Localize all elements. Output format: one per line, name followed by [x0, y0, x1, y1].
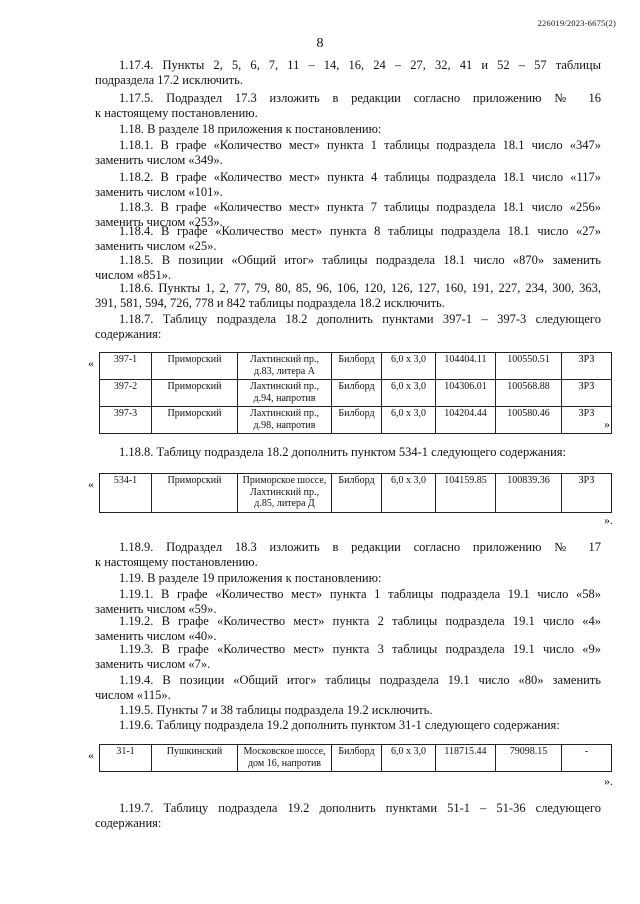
paragraph-1-18-7-line2: содержания: [95, 327, 162, 341]
paragraph-1-17-5-line1: 1.17.5. Подраздел 17.3 изложить в редакции согласно приложению № 16 [119, 91, 601, 105]
paragraph-1-18-9-line1: 1.18.9. Подраздел 18.3 изложить в редакции согласно приложению № 17 [119, 540, 601, 554]
cell-zone: - [562, 745, 612, 772]
cell-size: 6,0 x 3,0 [382, 407, 436, 434]
cell-type: Билборд [332, 353, 382, 380]
paragraph-1-19-7-line1: 1.19.7. Таблицу подраздела 19.2 дополнить пунктами 51-1 – 51-36 следующего [119, 801, 601, 815]
paragraph-1-19-1-line2: заменить числом «59». [95, 602, 217, 616]
open-quote: « [88, 748, 94, 762]
cell-coord-x: 118715.44 [436, 745, 496, 772]
cell-coord-y: 100839.36 [496, 474, 562, 513]
cell-coord-y: 79098.15 [496, 745, 562, 772]
cell-coord-y: 100580.46 [496, 407, 562, 434]
paragraph-1-19-3-line1: 1.19.3. В графе «Количество мест» пункта 3 таблицы подраздела 19.1 число «9» [119, 642, 601, 656]
paragraph-1-17-4-line2: подраздела 17.2 исключить. [95, 73, 243, 87]
cell-district: Приморский [152, 407, 238, 434]
paragraph-1-18-6-line2: 391, 581, 594, 726, 778 и 842 таблицы подраздела 18.2 исключить. [95, 296, 445, 310]
table-19-2-addition-31-1 [99, 744, 612, 772]
cell-zone: ЗРЗ [562, 380, 612, 407]
cell-zone: ЗРЗ [562, 407, 612, 434]
paragraph-1-18-5-line2: числом «851». [95, 268, 172, 282]
table-18-2-addition-534-1 [99, 473, 612, 513]
cell-size: 6,0 x 3,0 [382, 380, 436, 407]
paragraph-1-19-5: 1.19.5. Пункты 7 и 38 таблицы подраздела 19.2 исключить. [119, 703, 433, 717]
paragraph-1-18-2-line2: заменить числом «101». [95, 185, 223, 199]
paragraph-1-18-3-line2: заменить числом «253». [95, 215, 223, 229]
paragraph-1-18-3-line1: 1.18.3. В графе «Количество мест» пункта 7 таблицы подраздела 18.1 число «256» [119, 200, 601, 214]
cell-coord-x: 104204.44 [436, 407, 496, 434]
cell-address: Лахтинский пр., д.83, литера А [238, 353, 332, 380]
cell-coord-x: 104306.01 [436, 380, 496, 407]
paragraph-1-18-4-line1: 1.18.4. В графе «Количество мест» пункта 8 таблицы подраздела 18.1 число «27» [119, 224, 601, 238]
cell-address: Лахтинский пр., д.98, напротив [238, 407, 332, 434]
cell-number: 534-1 [100, 474, 152, 513]
cell-coord-y: 100550.51 [496, 353, 562, 380]
table-18-2-additions [99, 352, 612, 434]
paragraph-1-19-2-line1: 1.19.2. В графе «Количество мест» пункта 2 таблицы подраздела 19.1 число «4» [119, 614, 601, 628]
cell-coord-x: 104404.11 [436, 353, 496, 380]
cell-district: Приморский [152, 353, 238, 380]
paragraph-1-18-1-line2: заменить числом «349». [95, 153, 223, 167]
cell-type: Билборд [332, 380, 382, 407]
paragraph-1-19-1-line1: 1.19.1. В графе «Количество мест» пункта 1 таблицы подраздела 19.1 число «58» [119, 587, 601, 601]
table-row [100, 380, 612, 407]
paragraph-1-18-8: 1.18.8. Таблицу подраздела 18.2 дополнить пунктом 534-1 следующего содержания: [119, 445, 567, 459]
paragraph-1-18-1-line1: 1.18.1. В графе «Количество мест» пункта 1 таблицы подраздела 18.1 число «347» [119, 138, 601, 152]
document-number: 226019/2023-6675(2) [537, 18, 616, 28]
cell-number: 397-3 [100, 407, 152, 434]
table-row [100, 474, 612, 513]
cell-size: 6,0 x 3,0 [382, 745, 436, 772]
cell-zone: ЗРЗ [562, 474, 612, 513]
cell-district: Приморский [152, 474, 238, 513]
cell-coord-y: 100568.88 [496, 380, 562, 407]
cell-district: Приморский [152, 380, 238, 407]
paragraph-1-18-9-line2: к настоящему постановлению. [95, 555, 258, 569]
page-number: 8 [316, 36, 324, 51]
cell-zone: ЗРЗ [562, 353, 612, 380]
table-row [100, 407, 612, 434]
table-row [100, 745, 612, 772]
paragraph-1-19: 1.19. В разделе 19 приложения к постановлению: [119, 571, 382, 585]
cell-type: Билборд [332, 474, 382, 513]
paragraph-1-18-4-line2: заменить числом «25». [95, 239, 217, 253]
paragraph-1-18-6-line1: 1.18.6. Пункты 1, 2, 77, 79, 80, 85, 96, 106, 120, 126, 127, 160, 191, 227, 234, 300, 363, [119, 281, 601, 295]
cell-type: Билборд [332, 407, 382, 434]
paragraph-1-18-2-line1: 1.18.2. В графе «Количество мест» пункта 4 таблицы подраздела 18.1 число «117» [119, 170, 601, 184]
paragraph-1-19-7-line2: содержания: [95, 816, 162, 830]
cell-number: 397-1 [100, 353, 152, 380]
cell-number: 397-2 [100, 380, 152, 407]
cell-size: 6,0 x 3,0 [382, 474, 436, 513]
cell-number: 31-1 [100, 745, 152, 772]
paragraph-1-17-5-line2: к настоящему постановлению. [95, 106, 258, 120]
paragraph-1-19-2-line2: заменить числом «40». [95, 629, 217, 643]
table-row [100, 353, 612, 380]
paragraph-1-18-5-line1: 1.18.5. В позиции «Общий итог» таблицы подраздела 18.1 число «870» заменить [119, 253, 601, 267]
open-quote: « [88, 477, 94, 491]
close-quote: ». [604, 417, 613, 431]
close-quote: ». [604, 774, 613, 788]
paragraph-1-19-4-line1: 1.19.4. В позиции «Общий итог» таблицы подраздела 19.1 число «80» заменить [119, 673, 601, 687]
cell-type: Билборд [332, 745, 382, 772]
cell-address: Лахтинский пр., д.94, напротив [238, 380, 332, 407]
cell-district: Пушкинский [152, 745, 238, 772]
paragraph-1-19-4-line2: числом «115». [95, 688, 171, 702]
paragraph-1-17-4-line1: 1.17.4. Пункты 2, 5, 6, 7, 11 – 14, 16, 24 – 27, 32, 41 и 52 – 57 таблицы [119, 58, 601, 72]
paragraph-1-19-6: 1.19.6. Таблицу подраздела 19.2 дополнить пунктом 31-1 следующего содержания: [119, 718, 560, 732]
paragraph-1-19-3-line2: заменить числом «7». [95, 657, 211, 671]
close-quote: ». [604, 513, 613, 527]
cell-address: Приморское шоссе, Лахтинский пр., д.85, литера Д [238, 474, 332, 513]
open-quote: « [88, 356, 94, 370]
paragraph-1-18-7-line1: 1.18.7. Таблицу подраздела 18.2 дополнить пунктами 397-1 – 397-3 следующего [119, 312, 601, 326]
cell-address: Московское шоссе, дом 16, напротив [238, 745, 332, 772]
cell-coord-x: 104159.85 [436, 474, 496, 513]
cell-size: 6,0 x 3,0 [382, 353, 436, 380]
paragraph-1-18: 1.18. В разделе 18 приложения к постановлению: [119, 122, 382, 136]
